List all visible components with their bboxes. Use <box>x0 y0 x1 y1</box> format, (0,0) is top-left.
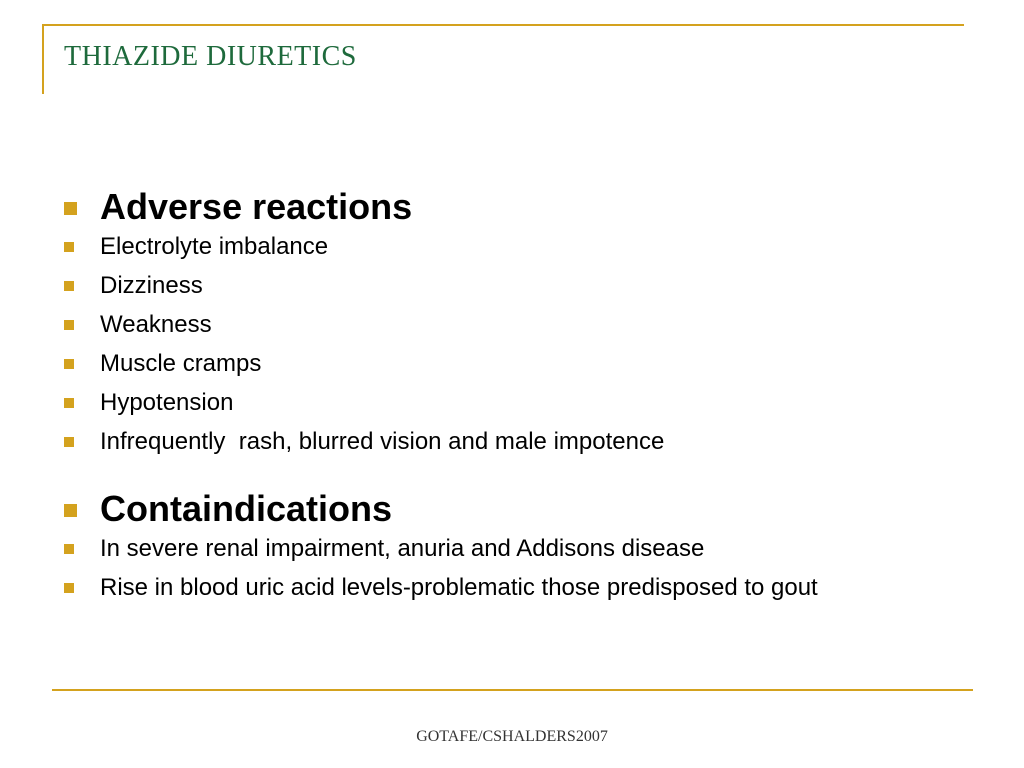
square-bullet-icon <box>64 202 77 215</box>
bullet-item <box>62 348 962 380</box>
bullet-heading-adverse-reactions <box>62 186 962 228</box>
square-bullet-icon <box>64 437 74 447</box>
square-bullet-icon <box>64 544 74 554</box>
bullet-text: Muscle cramps <box>100 350 262 377</box>
square-bullet-icon <box>64 583 74 593</box>
bottom-divider-line <box>52 689 973 691</box>
square-bullet-icon <box>64 359 74 369</box>
bullet-item <box>62 533 962 565</box>
bullet-list <box>62 186 962 611</box>
bullet-text: Weakness <box>100 311 212 338</box>
bullet-heading-contraindications <box>62 488 962 530</box>
square-bullet-icon <box>64 504 77 517</box>
bullet-item <box>62 572 940 604</box>
top-border-line <box>42 24 964 26</box>
bullet-item <box>62 270 962 302</box>
square-bullet-icon <box>64 242 74 252</box>
bullet-text: Containdications <box>100 488 393 529</box>
bullet-text: In severe renal impairment, anuria and Addisons disease <box>100 535 705 562</box>
slide-footer: GOTAFE/CSHALDERS2007 <box>416 728 608 745</box>
square-bullet-icon <box>64 281 74 291</box>
slide-title: THIAZIDE DIURETICS <box>64 41 357 72</box>
bullet-text: Rise in blood uric acid levels-problematic those predisposed to gout <box>100 574 818 601</box>
bullet-text: Infrequently rash, blurred vision and male impotence <box>100 428 665 455</box>
bullet-text: Hypotension <box>100 389 234 416</box>
left-border-line <box>42 25 44 94</box>
bullet-text: Dizziness <box>100 272 203 299</box>
bullet-item <box>62 387 962 419</box>
bullet-item <box>62 309 962 341</box>
bullet-text: Electrolyte imbalance <box>100 233 329 260</box>
bullet-text: Adverse reactions <box>100 186 413 227</box>
bullet-item <box>62 231 962 263</box>
bullet-item <box>62 426 962 458</box>
square-bullet-icon <box>64 320 74 330</box>
square-bullet-icon <box>64 398 74 408</box>
